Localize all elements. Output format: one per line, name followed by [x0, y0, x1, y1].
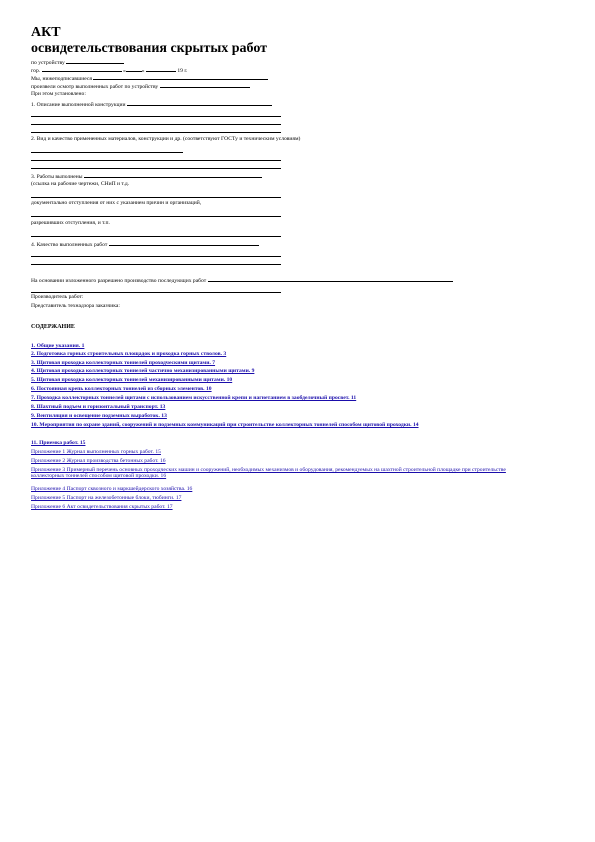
- toc-link[interactable]: 10. Мероприятия по охране зданий, сооружений и подземных коммуникаций при строительстве коллекторных тоннелей способом щитовой проходки. 14: [31, 422, 419, 428]
- toc-link[interactable]: Приложение 2 Журнал производства бетонных работ. 16: [31, 458, 166, 464]
- item1-rule: [31, 116, 281, 117]
- document-title: АКТ: [31, 25, 61, 40]
- toc-link[interactable]: Приложение 4 Паспорт сквозного и маркшейдерского хозяйства. 16: [31, 486, 193, 492]
- item1-blank: [127, 100, 272, 106]
- toc-link[interactable]: 2. Подготовка горных строительных площадок и проходка горных стволов. 3: [31, 351, 227, 357]
- toc-item[interactable]: [31, 495, 531, 501]
- inspected-label: произвели осмотр выполненных работ по устройству: [31, 84, 159, 90]
- city-blank: [42, 66, 122, 72]
- basis-blank: [208, 276, 453, 282]
- item2-rule: [31, 160, 281, 161]
- year-label: 19 г.: [177, 68, 188, 74]
- toc-link[interactable]: 8. Шахтный подъем и горизонтальный транспорт. 13: [31, 404, 166, 410]
- toc-item[interactable]: [31, 368, 531, 374]
- toc-item[interactable]: [31, 422, 531, 428]
- item1-label: 1. Описание выполненной конструкции: [31, 102, 126, 108]
- item1-rule: [31, 132, 281, 133]
- item2-rule: [31, 168, 281, 169]
- item2-line: 2. Вид и качество примененных материалов, конструкции и др. (соответствуют ГОСТу и техническим условиям): [31, 136, 301, 142]
- toc-item[interactable]: [31, 360, 531, 366]
- we-blank: [93, 74, 268, 80]
- item3-sub1: (ссылка на рабочие чертежи, СНиП и т.д.: [31, 181, 130, 187]
- item4-blank: [109, 240, 259, 246]
- item3-line: [31, 172, 262, 181]
- basis-line: [31, 276, 453, 285]
- toc-link[interactable]: 7. Проходка коллекторных тоннелей щитами с использованием искусственной крепи и нагнетанием в заобделочный просвет. 11: [31, 395, 357, 401]
- item2-rule: [31, 152, 183, 153]
- document-subtitle: освидетельствования скрытых работ: [31, 41, 268, 56]
- city-label: гор.: [31, 68, 41, 74]
- toc-link[interactable]: 1. Общие указания. 1: [31, 343, 85, 349]
- we-label: Мы, нижеподписавшиеся: [31, 76, 92, 82]
- item4-rule: [31, 264, 281, 265]
- toc-heading: СОДЕРЖАНИЕ: [31, 324, 75, 330]
- toc-item[interactable]: [31, 343, 531, 349]
- item4-line: [31, 240, 259, 249]
- toc-link[interactable]: 3. Щитовая проходка коллекторных тоннелей проходческими щитами. 7: [31, 360, 216, 366]
- item3-blank: [84, 172, 262, 178]
- toc-item[interactable]: [31, 486, 531, 492]
- toc-item[interactable]: [31, 413, 531, 419]
- toc-link[interactable]: Приложение 1 Журнал выполненных горных работ. 15: [31, 449, 161, 455]
- contractor-line: Производитель работ:: [31, 294, 84, 300]
- toc-link[interactable]: 4. Щитовая проходка коллекторных тоннелей частично механизированными щитами. 9: [31, 368, 255, 374]
- toc-item[interactable]: [31, 377, 531, 383]
- established-line: При этом установлено:: [31, 91, 86, 97]
- item1-rule: [31, 124, 281, 125]
- item1-line: [31, 100, 272, 109]
- day-blank: [126, 66, 142, 72]
- toc-item[interactable]: [31, 467, 531, 480]
- month-blank: [146, 66, 176, 72]
- item4-label: 4. Качество выполненных работ: [31, 242, 108, 248]
- toc-item[interactable]: [31, 449, 531, 455]
- toc-link[interactable]: 6. Постоянная крепь коллекторных тоннелей из сборных элементов. 10: [31, 386, 212, 392]
- toc-link[interactable]: 5. Щитовая проходка коллекторных тоннелей механизированными щитами. 10: [31, 377, 233, 383]
- quote-close: »: [141, 68, 145, 74]
- toc-item[interactable]: [31, 404, 531, 410]
- toc-link[interactable]: Приложение 5 Паспорт на железобетонные блоки, тюбинги. 17: [31, 495, 182, 501]
- inspected-line: [31, 82, 250, 91]
- toc-link[interactable]: 11. Приемка работ. 15: [31, 440, 86, 446]
- toc-item[interactable]: [31, 458, 531, 464]
- item3-rule: [31, 236, 281, 237]
- inspected-blank: [160, 82, 250, 88]
- toc-item[interactable]: [31, 395, 531, 401]
- toc-item[interactable]: [31, 351, 531, 357]
- item3-sub3: разрешивших отступления, и т.п.: [31, 220, 110, 226]
- item3-label: 3. Работы выполнены: [31, 174, 83, 180]
- object-label: по устройству: [31, 60, 65, 66]
- basis-rule: [31, 292, 281, 293]
- object-blank: [66, 58, 124, 64]
- quote-open: «: [122, 68, 126, 74]
- item3-rule: [31, 216, 281, 217]
- toc-link[interactable]: Приложение 3 Примерный перечень основных проходческих машин и сооружений, необходимых механизмов и оборудования, рекомендуемых на шахтной строительной площадке при строительстве коллекторных тоннелей способом щитовой проходки. 16: [31, 467, 506, 480]
- toc-link[interactable]: Приложение 6 Акт освидетельствования скрытых работ. 17: [31, 504, 173, 510]
- toc-item[interactable]: [31, 440, 531, 446]
- item3-rule: [31, 197, 281, 198]
- item4-rule: [31, 256, 281, 257]
- toc-link[interactable]: 9. Вентиляция и освещение подземных выработок. 13: [31, 413, 167, 419]
- basis-label: На основании изложенного разрешено производство последующих работ: [31, 278, 207, 284]
- toc-item[interactable]: [31, 386, 531, 392]
- toc-item[interactable]: [31, 504, 531, 510]
- customer-line: Представитель технадзора заказчика:: [31, 303, 120, 309]
- item3-sub2: документально отступления от них с указанием причин и организаций,: [31, 200, 202, 206]
